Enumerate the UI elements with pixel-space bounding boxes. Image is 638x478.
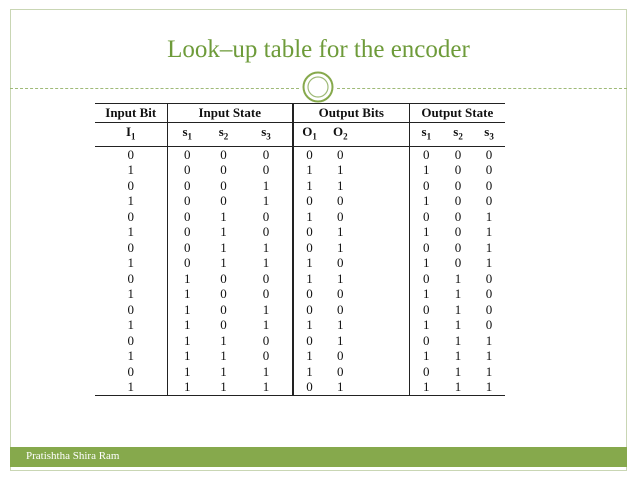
col-header: $I_1$: [95, 123, 167, 147]
table-cell: 1: [220, 208, 227, 224]
table-cell: 0: [454, 208, 462, 224]
table-cell: 1: [167, 333, 207, 349]
table-cell: 0: [220, 317, 227, 333]
table-cell: 1: [293, 178, 325, 194]
table-cell: 1: [454, 317, 462, 333]
table-cell: 1: [167, 302, 207, 318]
table-cell: 1: [262, 193, 270, 209]
slide-title: Look–up table for the encoder: [167, 36, 470, 63]
table-row: [95, 146, 505, 162]
table-cell: 1: [409, 286, 443, 302]
table-cell: 1: [293, 271, 325, 287]
lookup-table: [95, 103, 505, 396]
table-cell: 1: [409, 348, 443, 364]
header-input-bit: Input Bit: [95, 104, 167, 123]
header-output-bits: Output Bits: [293, 104, 409, 123]
table-cell: 1: [409, 162, 443, 178]
table-cell: 1: [454, 286, 462, 302]
table-cell: 1: [337, 177, 344, 193]
group-header-row: [95, 104, 505, 123]
table-row: [95, 271, 505, 287]
table-cell: 1: [262, 177, 270, 193]
table-cell: 0: [337, 193, 344, 209]
table-row: [95, 364, 505, 380]
table-cell: 0: [409, 209, 443, 225]
table-row: [95, 333, 505, 349]
table-cell: 0: [167, 224, 207, 240]
table-row: [95, 286, 505, 302]
table-cell: 1: [409, 193, 443, 209]
table-row: [95, 240, 505, 256]
table-cell: 0: [220, 286, 227, 302]
table-cell: 1: [337, 239, 344, 255]
col-header: $O_2$: [325, 123, 409, 147]
table-cell: 0: [485, 317, 493, 333]
title-divider-left: [10, 88, 299, 89]
footer-bar: [10, 447, 627, 467]
table-cell: 0: [337, 301, 344, 317]
circle-ornament-icon: [302, 71, 334, 103]
table-cell: 0: [220, 146, 227, 162]
table-cell: 0: [127, 301, 134, 317]
table-cell: 0: [337, 146, 344, 162]
table-cell: 0: [167, 162, 207, 178]
table-cell: 0: [454, 177, 462, 193]
table-cell: 0: [293, 379, 325, 395]
table-cell: 1: [473, 379, 505, 395]
table-cell: 1: [325, 379, 409, 395]
table-cell: 0: [127, 363, 134, 379]
table-cell: 1: [454, 332, 462, 348]
table-cell: 1: [293, 348, 325, 364]
table-cell: 1: [485, 224, 493, 240]
table-cell: 1: [262, 363, 270, 379]
table-cell: 1: [454, 363, 462, 379]
table-cell: 0: [127, 146, 134, 162]
table-cell: 1: [167, 286, 207, 302]
table-cell: 0: [485, 193, 493, 209]
table-cell: 0: [293, 333, 325, 349]
table-cell: 0: [337, 255, 344, 271]
table-body: [95, 146, 505, 395]
table-cell: 1: [127, 317, 134, 333]
table-cell: 1: [167, 348, 207, 364]
table-cell: 1: [220, 239, 227, 255]
table-cell: 0: [409, 146, 443, 162]
table-cell: 0: [485, 177, 493, 193]
table-cell: 0: [127, 270, 134, 286]
table-cell: 0: [127, 332, 134, 348]
table-cell: 1: [485, 239, 493, 255]
col-header: $s_3$: [240, 123, 293, 147]
table-row: [95, 193, 505, 209]
title-divider-right: [337, 88, 627, 89]
table-cell: 1: [220, 332, 227, 348]
table-cell: 0: [485, 286, 493, 302]
table-cell: 0: [337, 208, 344, 224]
lookup-table-container: [95, 103, 505, 419]
table-cell: 0: [337, 348, 344, 364]
table-cell: 1: [293, 317, 325, 333]
table-cell: 1: [454, 348, 462, 364]
table-cell: 0: [167, 193, 207, 209]
table-row: [95, 348, 505, 364]
table-cell: 0: [167, 240, 207, 256]
table-cell: 1: [220, 224, 227, 240]
table-cell: 1: [454, 270, 462, 286]
table-cell: 1: [127, 348, 134, 364]
table-cell: 0: [220, 193, 227, 209]
table-cell: 0: [337, 286, 344, 302]
table-cell: 1: [454, 301, 462, 317]
table-cell: 1: [127, 286, 134, 302]
table-cell: 0: [454, 224, 462, 240]
table-cell: 1: [485, 363, 493, 379]
table-cell: 0: [337, 363, 344, 379]
table-cell: 0: [127, 177, 134, 193]
footer-author: Pratishtha Shira Ram: [26, 450, 120, 462]
col-header: $s_3$: [473, 123, 505, 147]
table-cell: 1: [127, 162, 134, 178]
table-cell: 1: [485, 348, 493, 364]
table-cell: 0: [220, 162, 227, 178]
table-cell: 1: [337, 332, 344, 348]
table-cell: 0: [454, 255, 462, 271]
table-row: [95, 209, 505, 225]
table-cell: 0: [485, 270, 493, 286]
table-cell: 1: [167, 364, 207, 380]
table-cell: 0: [454, 146, 462, 162]
table-row: [95, 178, 505, 194]
table-cell: 1: [262, 239, 270, 255]
table-cell: 0: [262, 286, 270, 302]
table-cell: 0: [262, 348, 270, 364]
col-header: $O_1$: [293, 123, 325, 147]
table-cell: 1: [262, 301, 270, 317]
table-cell: 1: [167, 271, 207, 287]
table-cell: 0: [454, 193, 462, 209]
header-output-state: Output State: [409, 104, 505, 123]
table-cell: 0: [127, 239, 134, 255]
table-cell: 0: [262, 146, 270, 162]
table-cell: 1: [262, 255, 270, 271]
table-cell: 1: [293, 255, 325, 271]
table-cell: 1: [240, 379, 293, 395]
table-cell: 0: [454, 239, 462, 255]
col-header: $s_1$: [409, 123, 443, 147]
table-cell: 1: [293, 162, 325, 178]
table-cell: 0: [293, 193, 325, 209]
table-cell: 1: [443, 379, 473, 395]
table-row: [95, 302, 505, 318]
table-cell: 1: [485, 332, 493, 348]
table-cell: 0: [167, 146, 207, 162]
table-cell: 0: [409, 240, 443, 256]
table-cell: 0: [262, 332, 270, 348]
col-sub: 1: [131, 131, 136, 142]
table-cell: 0: [293, 286, 325, 302]
table-cell: 1: [220, 348, 227, 364]
header-input-state: Input State: [167, 104, 293, 123]
table-cell: 0: [454, 162, 462, 178]
table-cell: 1: [95, 379, 167, 395]
table-cell: 0: [167, 255, 207, 271]
table-cell: 0: [293, 240, 325, 256]
table-cell: 0: [293, 302, 325, 318]
table-cell: 1: [127, 193, 134, 209]
table-cell: 0: [262, 270, 270, 286]
table-row: [95, 379, 505, 395]
table-cell: 1: [485, 208, 493, 224]
table-cell: 1: [337, 317, 344, 333]
table-cell: 0: [485, 146, 493, 162]
table-cell: 1: [409, 224, 443, 240]
table-cell: 1: [409, 379, 443, 395]
table-cell: 0: [409, 302, 443, 318]
table-cell: 0: [262, 224, 270, 240]
table-cell: 1: [409, 317, 443, 333]
table-cell: 1: [127, 224, 134, 240]
table-cell: 0: [409, 271, 443, 287]
table-cell: 1: [167, 379, 207, 395]
table-cell: 0: [485, 162, 493, 178]
table-cell: 1: [127, 255, 134, 271]
table-cell: 1: [293, 364, 325, 380]
table-row: [95, 317, 505, 333]
table-cell: 1: [337, 224, 344, 240]
table-cell: 0: [167, 209, 207, 225]
table-cell: 1: [220, 363, 227, 379]
table-cell: 1: [262, 317, 270, 333]
col-header: $s_2$: [207, 123, 240, 147]
table-cell: 0: [293, 146, 325, 162]
table-cell: 0: [220, 177, 227, 193]
table-cell: 0: [485, 301, 493, 317]
table-cell: 0: [220, 301, 227, 317]
table-cell: 0: [293, 224, 325, 240]
table-row: [95, 255, 505, 271]
table-cell: 0: [167, 178, 207, 194]
table-cell: 0: [262, 162, 270, 178]
table-cell: 0: [127, 208, 134, 224]
table-cell: 0: [262, 208, 270, 224]
table-cell: 1: [293, 209, 325, 225]
table-cell: 0: [220, 270, 227, 286]
column-header-row: [95, 123, 505, 147]
table-cell: 0: [409, 333, 443, 349]
table-cell: 1: [337, 270, 344, 286]
table-cell: 0: [409, 364, 443, 380]
col-header: $s_1$: [167, 123, 207, 147]
table-row: [95, 162, 505, 178]
table-cell: 1: [207, 379, 240, 395]
table-cell: 1: [409, 255, 443, 271]
table-cell: 1: [167, 317, 207, 333]
table-cell: 1: [485, 255, 493, 271]
table-cell: 1: [337, 162, 344, 178]
col-header: $s_2$: [443, 123, 473, 147]
table-row: [95, 224, 505, 240]
table-cell: 0: [409, 178, 443, 194]
table-cell: 1: [220, 255, 227, 271]
